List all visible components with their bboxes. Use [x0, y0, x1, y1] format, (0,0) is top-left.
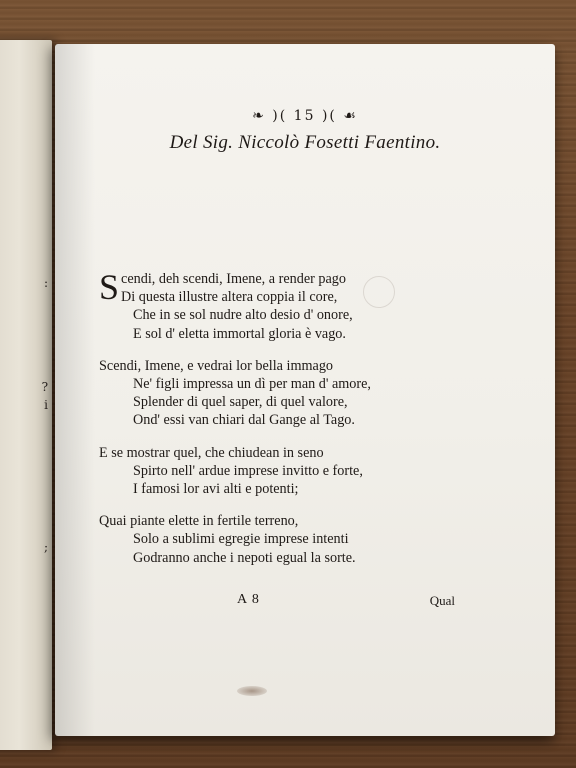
stanza-4	[99, 512, 519, 567]
poem-line: Scendi, Imene, e vedrai lor bella immago	[99, 357, 334, 374]
left-page-fragment: ?	[41, 380, 48, 394]
left-page-fragment: ;	[43, 540, 48, 554]
paper-stain	[237, 686, 267, 696]
book-page	[55, 44, 555, 736]
drop-cap: S	[99, 267, 120, 307]
poem-line: Solo a sublimi egregie imprese intenti	[133, 531, 349, 548]
poem-line: E sol d' eletta immortal gloria è vago.	[133, 325, 346, 342]
poem-line: Splender di quel saper, di quel valore,	[133, 394, 348, 411]
poem-line: Spirto nell' ardue imprese invitto e forte,	[133, 462, 363, 479]
page-header: ❧ )( 15 )( ☙	[252, 108, 358, 124]
left-page-fragment: i	[44, 398, 48, 412]
stanza-1	[99, 267, 519, 343]
poem-line: Di questa illustre altera coppia il core,	[121, 289, 338, 306]
poem-line: Godranno anche i nepoti egual la sorte.	[133, 549, 356, 566]
signature-mark: A 8	[237, 592, 260, 607]
poem-line: I famosi lor avi alti e potenti;	[133, 481, 299, 498]
poem-line: E se mostrar quel, che chiudean in seno	[99, 444, 324, 461]
stanza-3	[99, 444, 519, 499]
left-page-fragment: :	[43, 276, 48, 290]
poem-line: Ne' figli impressa un dì per man d' amore,	[133, 376, 371, 393]
poem-body	[99, 267, 519, 579]
left-page-edge	[0, 40, 52, 750]
poem-line: Ond' essi van chiari dal Gange al Tago.	[133, 412, 355, 429]
stanza-2	[99, 357, 519, 430]
poem-heading: Del Sig. Niccolò Fosetti Faentino.	[169, 132, 441, 153]
catchword: Qual	[429, 593, 455, 608]
poem-line: Che in se sol nudre alto desio d' onore,	[133, 307, 353, 324]
poem-line: Quai piante elette in fertile terreno,	[99, 513, 299, 530]
poem-line: cendi, deh scendi, Imene, a render pago	[121, 271, 346, 287]
